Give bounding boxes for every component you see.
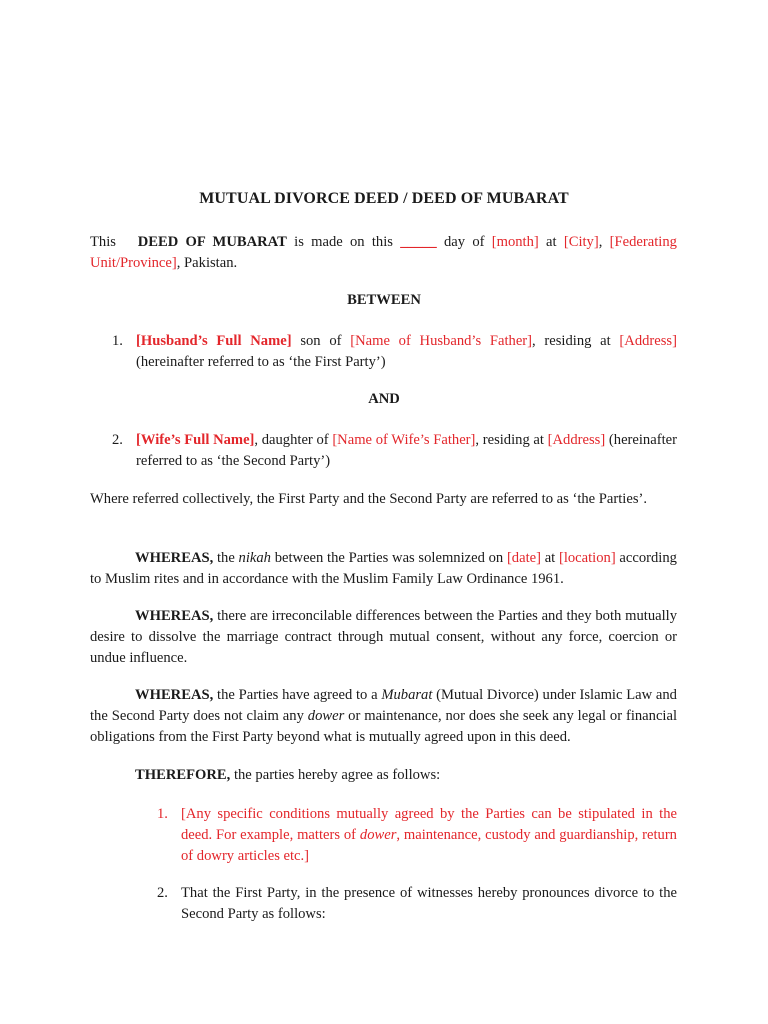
- clause1-number: 1.: [157, 806, 168, 822]
- document-title: MUTUAL DIVORCE DEED / DEED OF MUBARAT: [199, 190, 569, 207]
- and-heading: AND: [368, 391, 400, 407]
- party2-paragraph: [Wife’s Full Name], daughter of [Name of Wife’s Father], residing at [Address] (hereinafter referred to as ‘the Second Party’): [136, 432, 677, 469]
- wife-name-placeholder: [Wife’s Full Name]: [136, 432, 255, 448]
- month-placeholder: [month]: [491, 234, 539, 250]
- whereas-paragraph-1: WHEREAS, the nikah between the Parties was solemnized on [date] at [location] according to Muslim rites and in accordance with the Muslim Family Law Ordinance 1961.: [90, 550, 677, 587]
- clause2-number: 2.: [157, 885, 168, 901]
- location-placeholder: [location]: [558, 550, 616, 566]
- province-placeholder: [Federating Unit/Province]: [90, 234, 677, 271]
- date-placeholder: [date]: [506, 550, 541, 566]
- clause2-paragraph: That the First Party, in the presence of witnesses hereby pronounces divorce to the Second Party as follows:: [181, 885, 677, 922]
- between-heading: BETWEEN: [347, 292, 421, 308]
- husband-name-placeholder: [Husband’s Full Name]: [136, 333, 292, 349]
- day-blank: _____: [400, 234, 437, 250]
- city-placeholder: [City]: [563, 234, 599, 250]
- wife-father-placeholder: [Name of Wife’s Father]: [332, 432, 476, 448]
- whereas-paragraph-3: WHEREAS, the Parties have agreed to a Mubarat (Mutual Divorce) under Islamic Law and the Second Party does not claim any dower or maintenance, nor does she seek any legal or financial obligations from the First Party beyond what is mutually agreed upon in this deed.: [90, 687, 678, 745]
- clause1-paragraph: [Any specific conditions mutually agreed by the Parties can be stipulated in the deed. For example, matters of dower, maintenance, custody and guardianship, return of dowry articles etc.]: [181, 806, 677, 864]
- party2-number: 2.: [112, 432, 123, 448]
- therefore-paragraph: THEREFORE, the parties hereby agree as follows:: [135, 767, 441, 783]
- whereas-paragraph-2: WHEREAS, there are irreconcilable differences between the Parties and they both mutually desire to dissolve the marriage contract through mutual consent, without any force, coercion or undue influence.: [90, 608, 677, 666]
- husband-address-placeholder: [Address]: [619, 333, 677, 349]
- husband-father-placeholder: [Name of Husband’s Father]: [350, 333, 533, 349]
- intro-paragraph: This DEED OF MUBARAT is made on this _____ day of [month] at [City], [Federating Unit/Province], Pakistan.: [90, 234, 677, 271]
- party1-paragraph: [Husband’s Full Name] son of [Name of Husband’s Father], residing at [Address] (hereinafter referred to as ‘the First Party’): [136, 333, 677, 370]
- party1-number: 1.: [112, 333, 123, 349]
- wife-address-placeholder: [Address]: [547, 432, 606, 448]
- deed-name: DEED OF MUBARAT: [137, 234, 287, 250]
- collective-paragraph: Where referred collectively, the First Party and the Second Party are referred to as ‘the Parties’.: [90, 491, 648, 507]
